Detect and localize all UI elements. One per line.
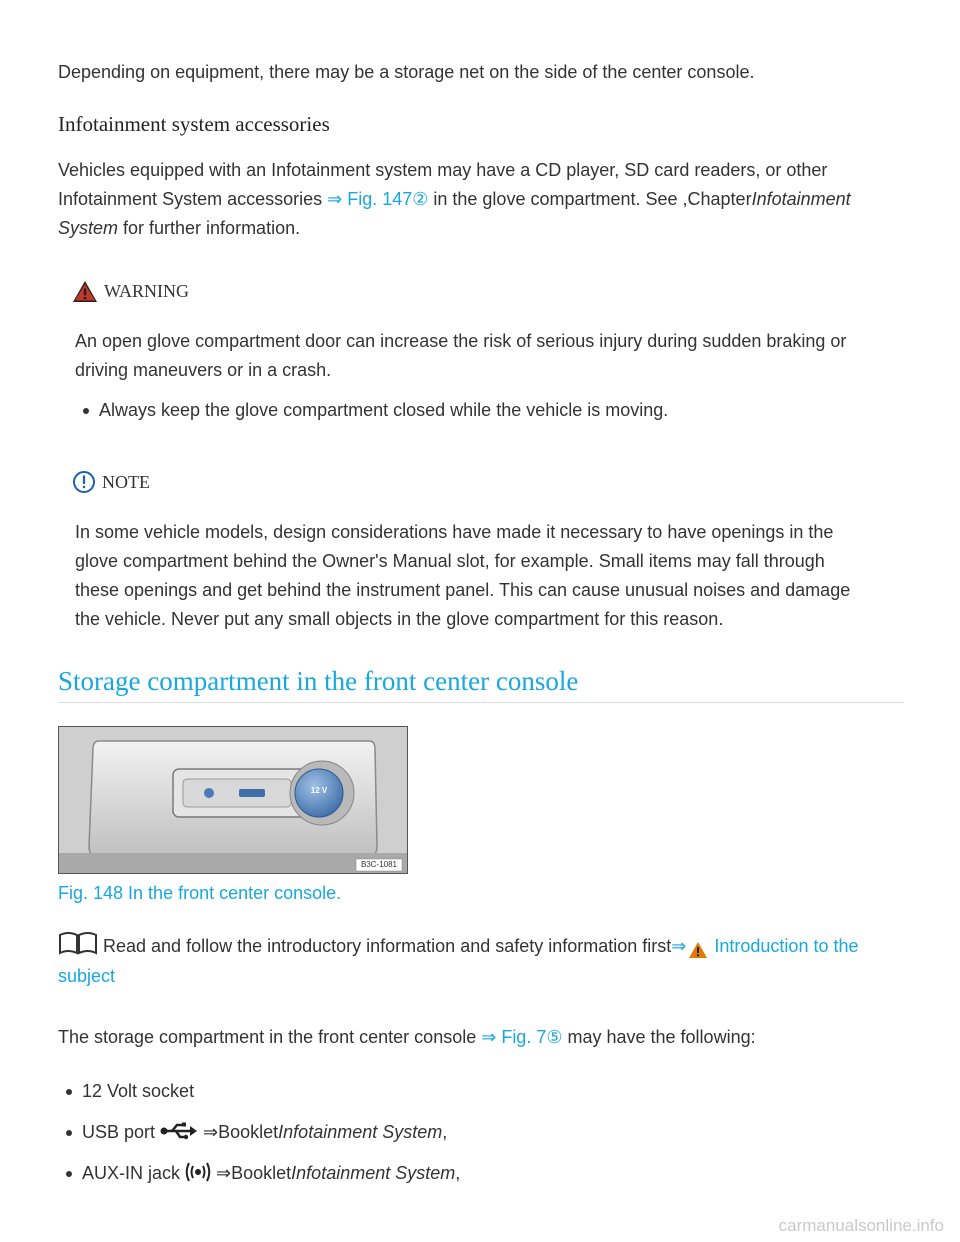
note-body	[75, 518, 905, 634]
warning-triangle-icon	[72, 280, 98, 303]
accessories-heading: Infotainment system accessories	[58, 112, 330, 136]
fig-147-link[interactable]: ⇒ Fig. 147②	[327, 189, 429, 209]
fig-7-link[interactable]: ⇒ Fig. 7⑤	[481, 1027, 563, 1047]
storage-paragraph: The storage compartment in the front center console ⇒ Fig. 7⑤ may have the following:	[58, 1027, 756, 1047]
note-label: NOTE	[102, 471, 150, 492]
accessories-line-3: System for further information.	[58, 218, 301, 238]
section-title: Storage compartment in the front center console	[58, 666, 579, 696]
read-first-line-1: Read and follow the introductory information and safety information first⇒ Introduction to the	[58, 931, 904, 961]
book-icon	[58, 931, 98, 955]
accessories-line-2: Infotainment System accessories ⇒ Fig. 147② in the glove compartment. See ,ChapterInfotainment	[58, 189, 851, 209]
list-item: 12 Volt socket	[58, 1077, 904, 1106]
warning-list	[75, 396, 905, 425]
figure-caption: Fig. 148 In the front center console.	[58, 883, 342, 903]
intro-subject-link-cont[interactable]: subject	[58, 966, 116, 986]
watermark: carmanualsonline.info	[778, 1216, 944, 1235]
socket-label: 12 V	[310, 786, 328, 795]
figure-148-image	[58, 726, 408, 874]
read-first-paragraph	[58, 931, 904, 991]
note-line-3: these openings and get behind the instrument panel. This can cause unusual noises and damage	[75, 580, 851, 600]
storage-features-list	[58, 1077, 904, 1188]
list-item: USB port ⇒BookletInfotainment System,	[58, 1118, 904, 1147]
warning-title	[72, 280, 189, 303]
note-line-4: the vehicle. Never put any small objects in the glove compartment for this reason.	[75, 609, 724, 629]
intro-arrow[interactable]: ⇒	[671, 936, 687, 956]
exclamation-circle-icon	[72, 470, 96, 494]
warning-label: WARNING	[104, 281, 189, 301]
section-divider	[58, 702, 904, 703]
figure-code: B3C-1081	[360, 860, 398, 869]
intro-subject-link[interactable]: Introduction to the	[714, 936, 859, 956]
note-line-2: glove compartment behind the Owner's Manual slot, for example. Small items may fall through	[75, 551, 825, 571]
aux-in-icon	[185, 1162, 211, 1182]
note-title	[72, 470, 150, 494]
warning-triangle-icon	[688, 940, 708, 960]
warning-line-1: An open glove compartment door can increase the risk of serious injury during sudden braking or	[75, 331, 847, 351]
accessories-line-1: Vehicles equipped with an Infotainment system may have a CD player, SD card readers, or other	[58, 160, 828, 180]
warning-body	[75, 327, 905, 425]
accessories-paragraph	[58, 156, 904, 243]
usb-icon	[160, 1122, 198, 1140]
warning-line-2: driving maneuvers or in a crash.	[75, 360, 332, 380]
intro-text: Depending on equipment, there may be a storage net on the side of the center console.	[58, 62, 755, 82]
note-line-1: In some vehicle models, design considerations have made it necessary to have openings in the	[75, 522, 834, 542]
list-item: Always keep the glove compartment closed while the vehicle is moving.	[75, 396, 905, 425]
center-console-illustration	[59, 727, 407, 873]
list-item: AUX-IN jack ⇒BookletInfotainment System,	[58, 1159, 904, 1188]
